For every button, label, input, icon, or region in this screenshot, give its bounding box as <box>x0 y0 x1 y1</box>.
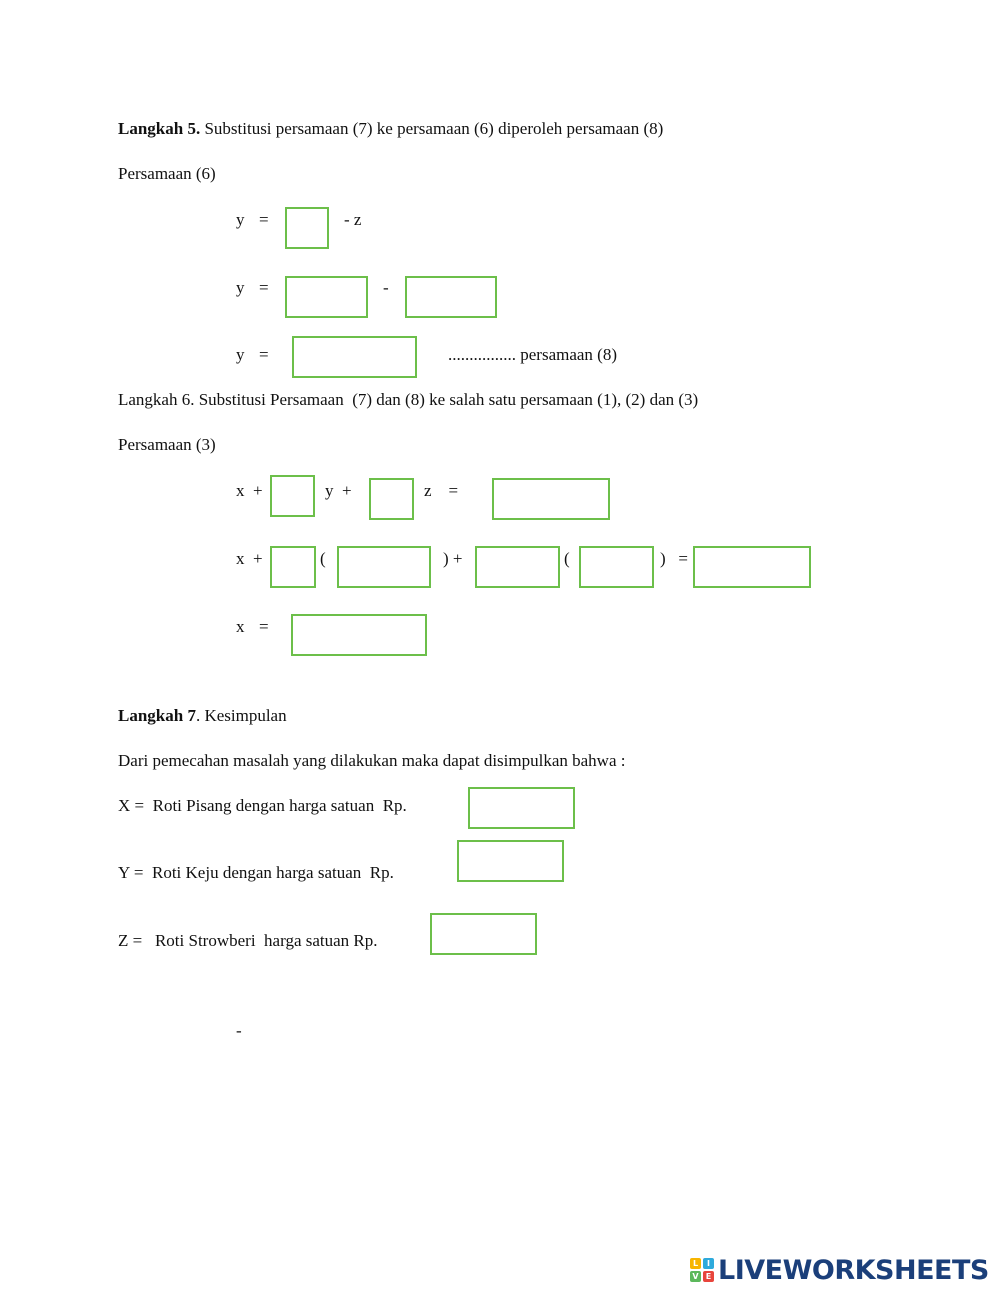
stray-dash: - <box>236 1021 242 1040</box>
step6-row3-input-x[interactable] <box>291 614 427 656</box>
logo-tile-v: V <box>690 1271 701 1282</box>
step7-intro: Dari pemecahan masalah yang dilakukan maka dapat disimpulkan bahwa : <box>118 751 626 770</box>
step6-row2-input-3[interactable] <box>475 546 560 588</box>
answer-x-label: X = Roti Pisang dengan harga satuan Rp. <box>118 796 407 815</box>
step5-equation-title: Persamaan (6) <box>118 164 216 183</box>
answer-z-input[interactable] <box>430 913 537 955</box>
step5-row1-lhs: y <box>236 210 245 229</box>
step6-equation-title: Persamaan (3) <box>118 435 216 454</box>
step6-row2-input-1[interactable] <box>270 546 316 588</box>
step5-row2-minus: - <box>383 278 389 297</box>
answer-z-label: Z = Roti Strowberi harga satuan Rp. <box>118 931 378 950</box>
step5-label: Langkah 5. <box>118 119 201 138</box>
step6-row2-x-plus: x + <box>236 549 263 568</box>
step5-heading <box>118 119 663 139</box>
step6-row3-eq: = <box>259 617 269 636</box>
step6-row2-input-result[interactable] <box>693 546 811 588</box>
step6-row2-close-plus: ) + <box>443 549 463 568</box>
step5-row2-input-1[interactable] <box>285 276 368 318</box>
step7-heading <box>118 706 287 726</box>
logo-tile-i: I <box>703 1258 714 1269</box>
step5-row2-lhs: y <box>236 278 245 297</box>
step5-row3-eq: = <box>259 345 269 364</box>
step6-row3-lhs: x <box>236 617 245 636</box>
step6-row1-input-y-coef[interactable] <box>369 478 414 520</box>
logo-tile-e: E <box>703 1271 714 1282</box>
step6-row2-open-2: ( <box>564 549 570 568</box>
answer-y-input[interactable] <box>457 840 564 882</box>
step7-text: . Kesimpulan <box>195 706 287 725</box>
step6-row2-input-2[interactable] <box>337 546 431 588</box>
step6-row1-z-eq: z = <box>424 481 459 500</box>
liveworksheets-logo-text: LIVEWORKSHEETS <box>718 1254 989 1286</box>
liveworksheets-logo-icon <box>690 1258 714 1282</box>
step7-label: Langkah 7 <box>118 706 196 725</box>
step6-row1-y-plus: y + <box>325 481 352 500</box>
step6-row2-open-1: ( <box>320 549 326 568</box>
step6-row2-input-4[interactable] <box>579 546 654 588</box>
step5-row1-eq: = <box>259 210 269 229</box>
step6-row1-input-x-coef[interactable] <box>270 475 315 517</box>
step6-row1-x-plus: x + <box>236 481 263 500</box>
step5-row3-input-1[interactable] <box>292 336 417 378</box>
step6-row1-input-result[interactable] <box>492 478 610 520</box>
step5-text: Substitusi persamaan (7) ke persamaan (6) diperoleh persamaan (8) <box>200 119 664 138</box>
step5-row1-minus-z: - z <box>344 210 362 229</box>
answer-y-label: Y = Roti Keju dengan harga satuan Rp. <box>118 863 394 882</box>
step5-row2-eq: = <box>259 278 269 297</box>
step6-heading: Langkah 6. Substitusi Persamaan (7) dan (8) ke salah satu persamaan (1), (2) dan (3) <box>118 390 699 409</box>
logo-tile-l: L <box>690 1258 701 1269</box>
step5-row1-input-1[interactable] <box>285 207 329 249</box>
step5-row3-lhs: y <box>236 345 245 364</box>
liveworksheets-logo <box>690 1254 989 1286</box>
step5-row2-input-2[interactable] <box>405 276 497 318</box>
answer-x-input[interactable] <box>468 787 575 829</box>
step6-row2-close-eq: ) = <box>660 549 688 568</box>
step5-row3-tail: ................ persamaan (8) <box>448 345 618 364</box>
